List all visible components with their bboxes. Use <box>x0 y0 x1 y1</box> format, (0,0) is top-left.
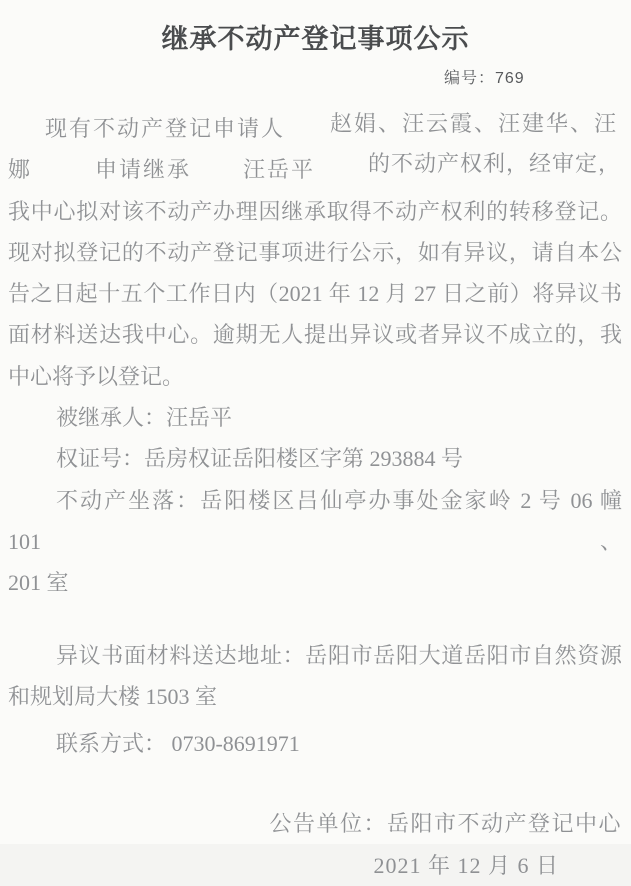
applicant-name-tail: 娜 <box>8 157 33 183</box>
fill-in-gap <box>315 176 368 177</box>
date-line: 2021 年 12 月 6 日 <box>373 852 559 878</box>
objection-address-line1: 异议书面材料送达地址：岳阳市岳阳大道岳阳市自然资源 <box>55 642 622 668</box>
paragraph1-line4: 现对拟登记的不动产登记事项进行公示，如有异议，请自本公 <box>8 239 622 265</box>
certificate-number-line: 权证号：岳房权证岳阳楼区字第 293884 号 <box>55 446 463 472</box>
applicant-label: 现有不动产登记申请人 <box>45 116 286 141</box>
applicant-names: 赵娟、汪云霞、汪建华、汪 <box>330 111 619 136</box>
paragraph1-line7: 中心将予以登记。 <box>8 363 185 389</box>
doc-number: 编号：769 <box>444 70 525 87</box>
paragraph1-line1 <box>8 108 622 149</box>
notice-title: 继承不动产登记事项公示 <box>161 24 470 54</box>
indent-gap <box>8 135 45 136</box>
property-location-line2: 201 室 <box>8 570 69 596</box>
apply-inherit-label: 申请继承 <box>95 157 192 183</box>
contact-line: 联系方式： 0730-8691971 <box>55 731 300 757</box>
fill-in-gap <box>191 176 243 177</box>
property-location-line1: 不动产坐落：岳阳楼区吕仙亭办事处金家岭 2 号 06 幢 101、 <box>8 487 622 554</box>
paragraph1-line3: 我中心拟对该不动产办理因继承取得不动产权利的转移登记。 <box>8 198 622 224</box>
objection-address-line2: 和规划局大楼 1503 室 <box>8 683 218 709</box>
notice-body <box>0 108 631 764</box>
issuer-line: 公告单位：岳阳市不动产登记中心 <box>269 811 622 837</box>
rights-statement: 的不动产权利，经审定， <box>368 151 622 177</box>
decedent-name: 汪岳平 <box>243 157 316 183</box>
paragraph1-line2 <box>8 149 622 190</box>
decedent-line: 被继承人：汪岳平 <box>55 405 232 431</box>
notice-footer <box>0 803 631 886</box>
paragraph1-line6: 面材料送达我中心。逾期无人提出异议或者异议不成立的，我 <box>8 322 622 348</box>
paragraph1-line5: 告之日起十五个工作日内（2021 年 12 月 27 日之前）将异议书 <box>8 281 622 307</box>
fill-in-gap <box>32 176 95 177</box>
fill-in-gap <box>285 135 330 136</box>
